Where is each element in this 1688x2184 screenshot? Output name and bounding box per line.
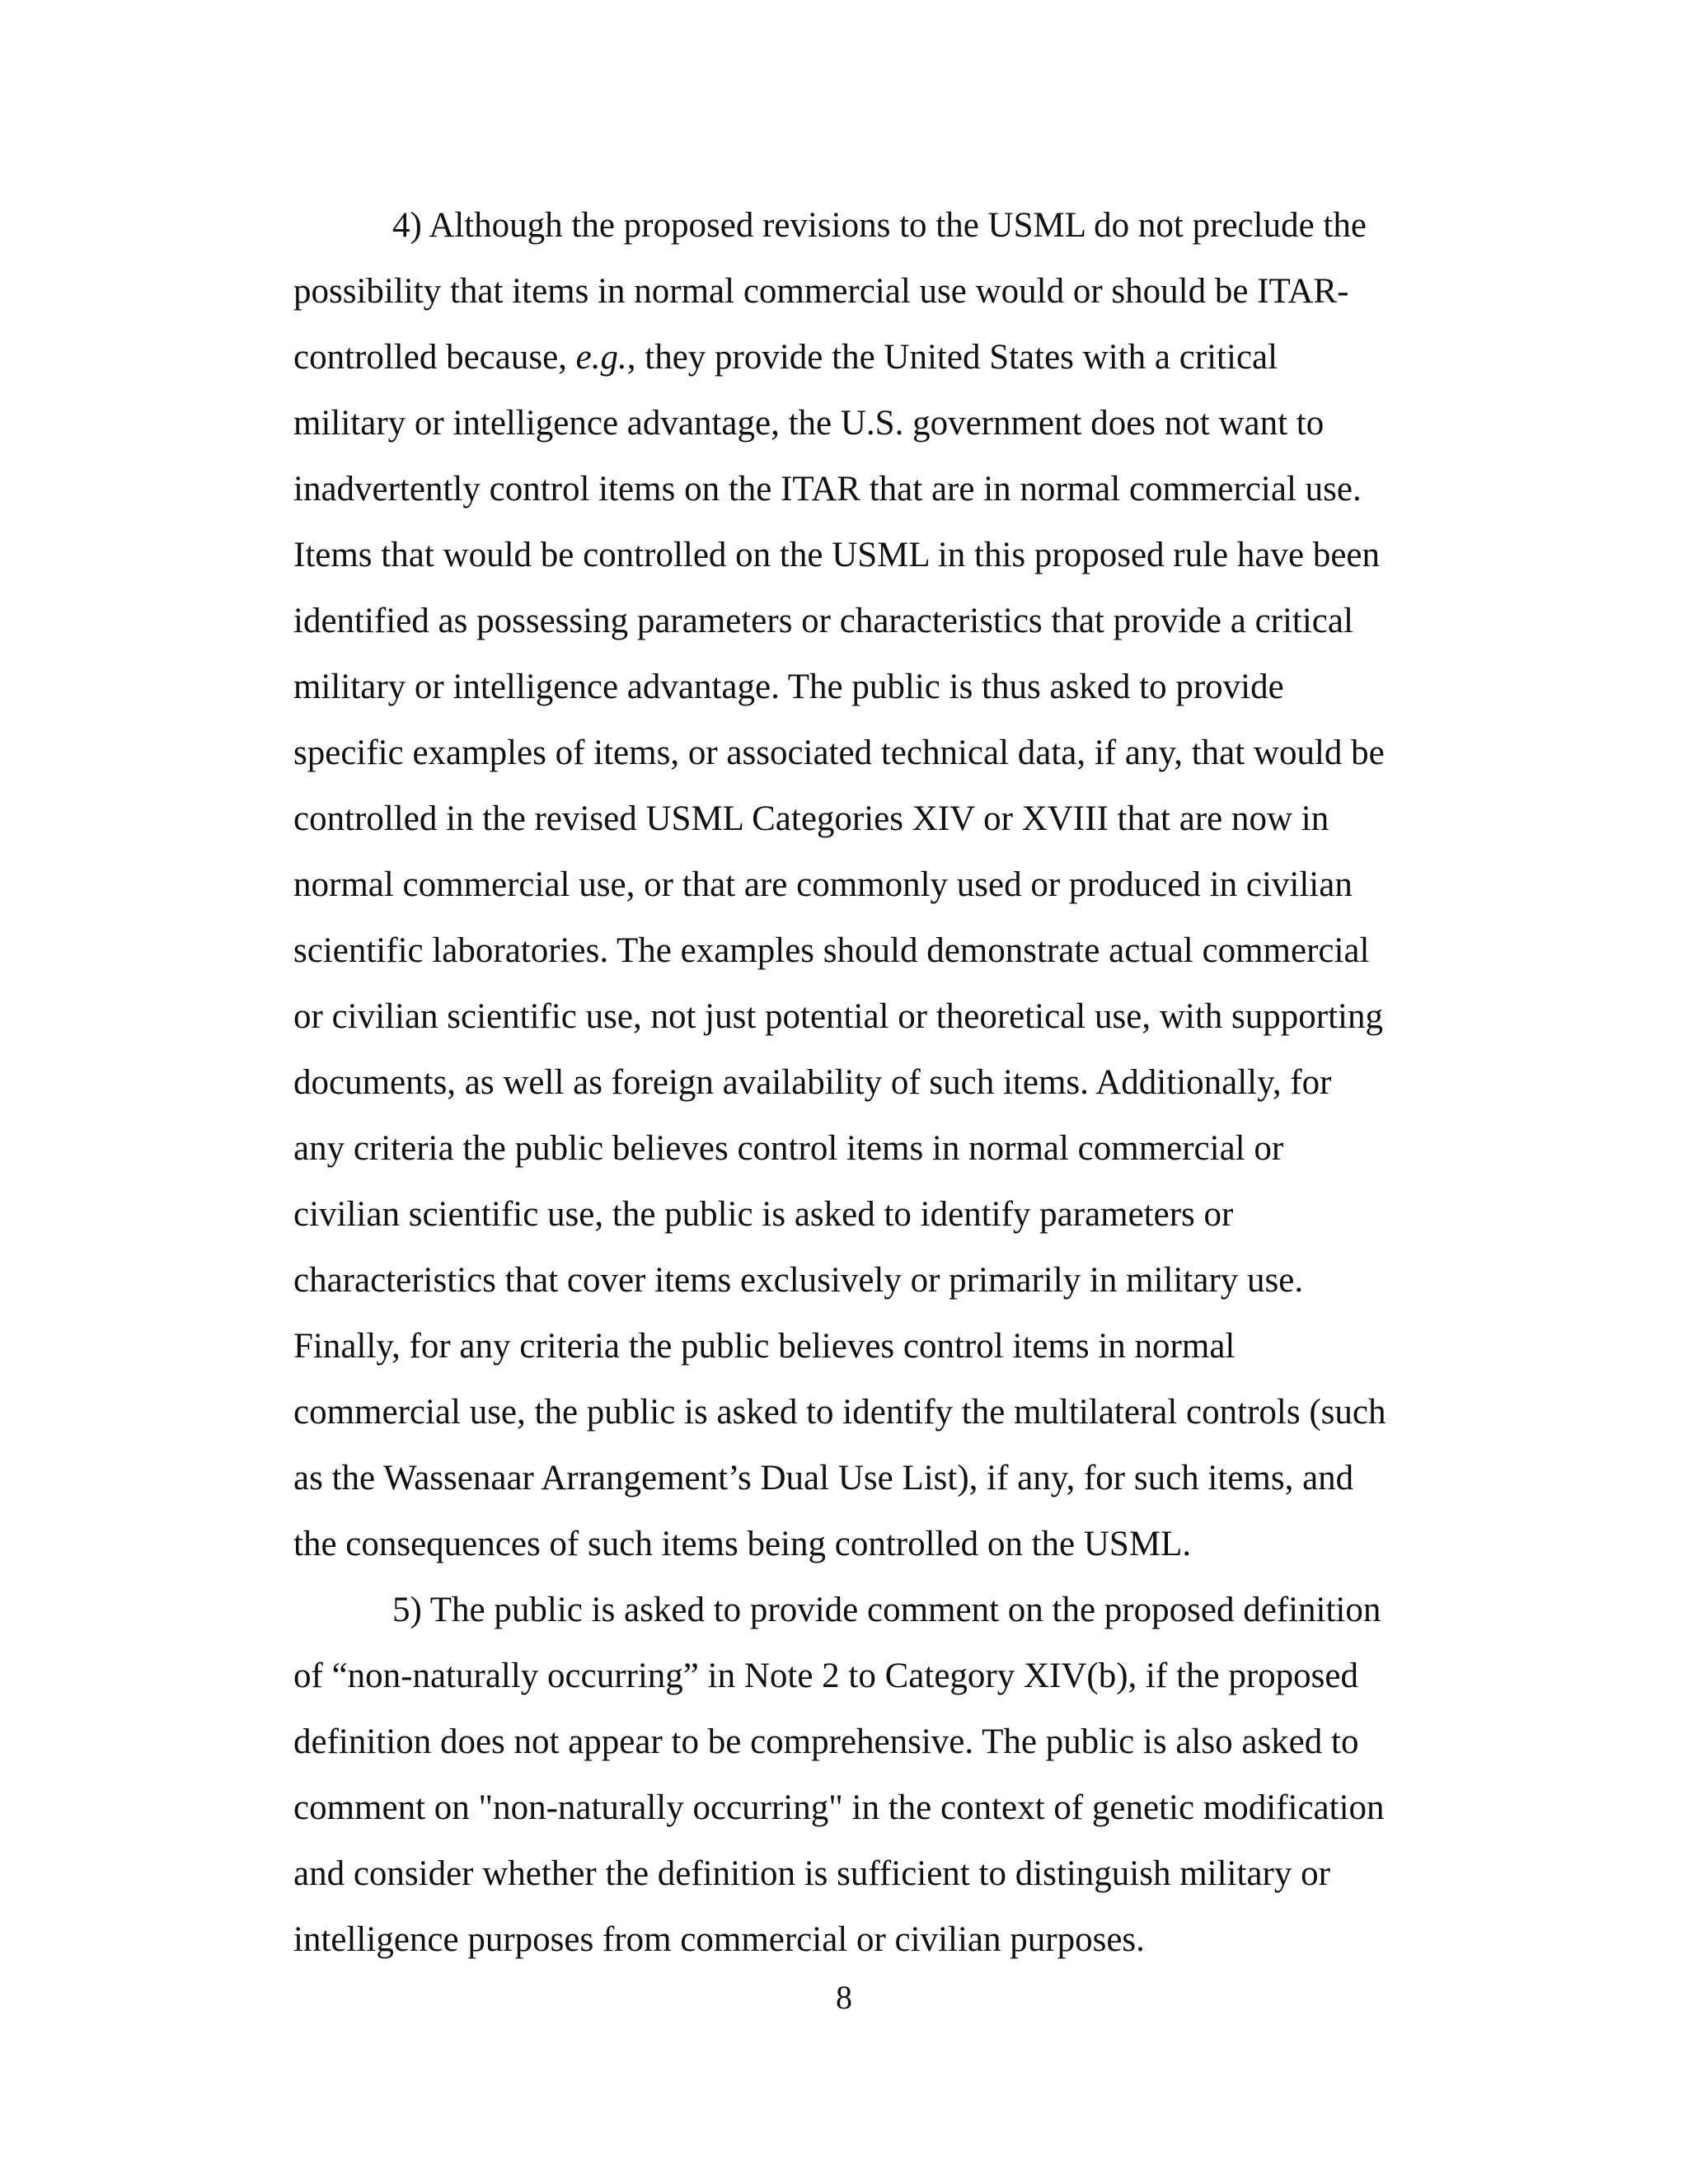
- text-line: military or intelligence advantage, the U.S. government does not want to: [293, 404, 1325, 443]
- text-line: intelligence purposes from commercial or civilian purposes.: [293, 1920, 1145, 1959]
- text-line: or civilian scientific use, not just potential or theoretical use, with supporting: [293, 997, 1383, 1036]
- text-line: civilian scientific use, the public is asked to identify parameters or: [293, 1195, 1234, 1234]
- paragraph-5: [293, 1577, 1480, 1973]
- text-line: the consequences of such items being controlled on the USML.: [293, 1525, 1192, 1563]
- text-line: and consider whether the definition is sufficient to distinguish military or: [293, 1854, 1330, 1893]
- text-line: scientific laboratories. The examples should demonstrate actual commercial: [293, 931, 1370, 970]
- text-line: specific examples of items, or associated technical data, if any, that would be: [293, 733, 1385, 772]
- text-line: characteristics that cover items exclusively or primarily in military use.: [293, 1261, 1304, 1300]
- text-line: controlled in the revised USML Categories XIV or XVIII that are now in: [293, 799, 1329, 838]
- text-line: Finally, for any criteria the public believes control items in normal: [293, 1327, 1236, 1366]
- text-run: controlled because,: [293, 338, 576, 377]
- text-line: [293, 325, 1480, 391]
- text-line: Items that would be controlled on the USML in this proposed rule have been: [293, 536, 1380, 574]
- italic-abbreviation: e.g.: [575, 338, 627, 377]
- page-number: 8: [836, 1979, 852, 2016]
- text-line: possibility that items in normal commercial use would or should be ITAR-: [293, 272, 1349, 311]
- text-line: military or intelligence advantage. The public is thus asked to provide: [293, 668, 1284, 706]
- text-line: of “non-naturally occurring” in Note 2 to Category XIV(b), if the proposed: [293, 1657, 1358, 1695]
- paragraph-4: [293, 193, 1480, 1577]
- text-run: , they provide the United States with a critical: [626, 338, 1278, 377]
- text-line: inadvertently control items on the ITAR that are in normal commercial use.: [293, 470, 1362, 509]
- text-line: normal commercial use, or that are commonly used or produced in civilian: [293, 865, 1353, 904]
- text-line: any criteria the public believes control items in normal commercial or: [293, 1129, 1284, 1168]
- text-line: 4) Although the proposed revisions to the USML do not preclude the: [392, 206, 1367, 245]
- text-line: as the Wassenaar Arrangement’s Dual Use List), if any, for such items, and: [293, 1459, 1354, 1497]
- text-line: commercial use, the public is asked to identify the multilateral controls (such: [293, 1393, 1386, 1432]
- text-line: 5) The public is asked to provide comment on the proposed definition: [392, 1591, 1381, 1629]
- text-line: comment on "non-naturally occurring" in the context of genetic modification: [293, 1788, 1385, 1827]
- text-line: identified as possessing parameters or characteristics that provide a critical: [293, 602, 1353, 640]
- text-line: definition does not appear to be comprehensive. The public is also asked to: [293, 1722, 1359, 1761]
- text-line: documents, as well as foreign availability of such items. Additionally, for: [293, 1063, 1332, 1102]
- body-text: [293, 193, 1480, 1973]
